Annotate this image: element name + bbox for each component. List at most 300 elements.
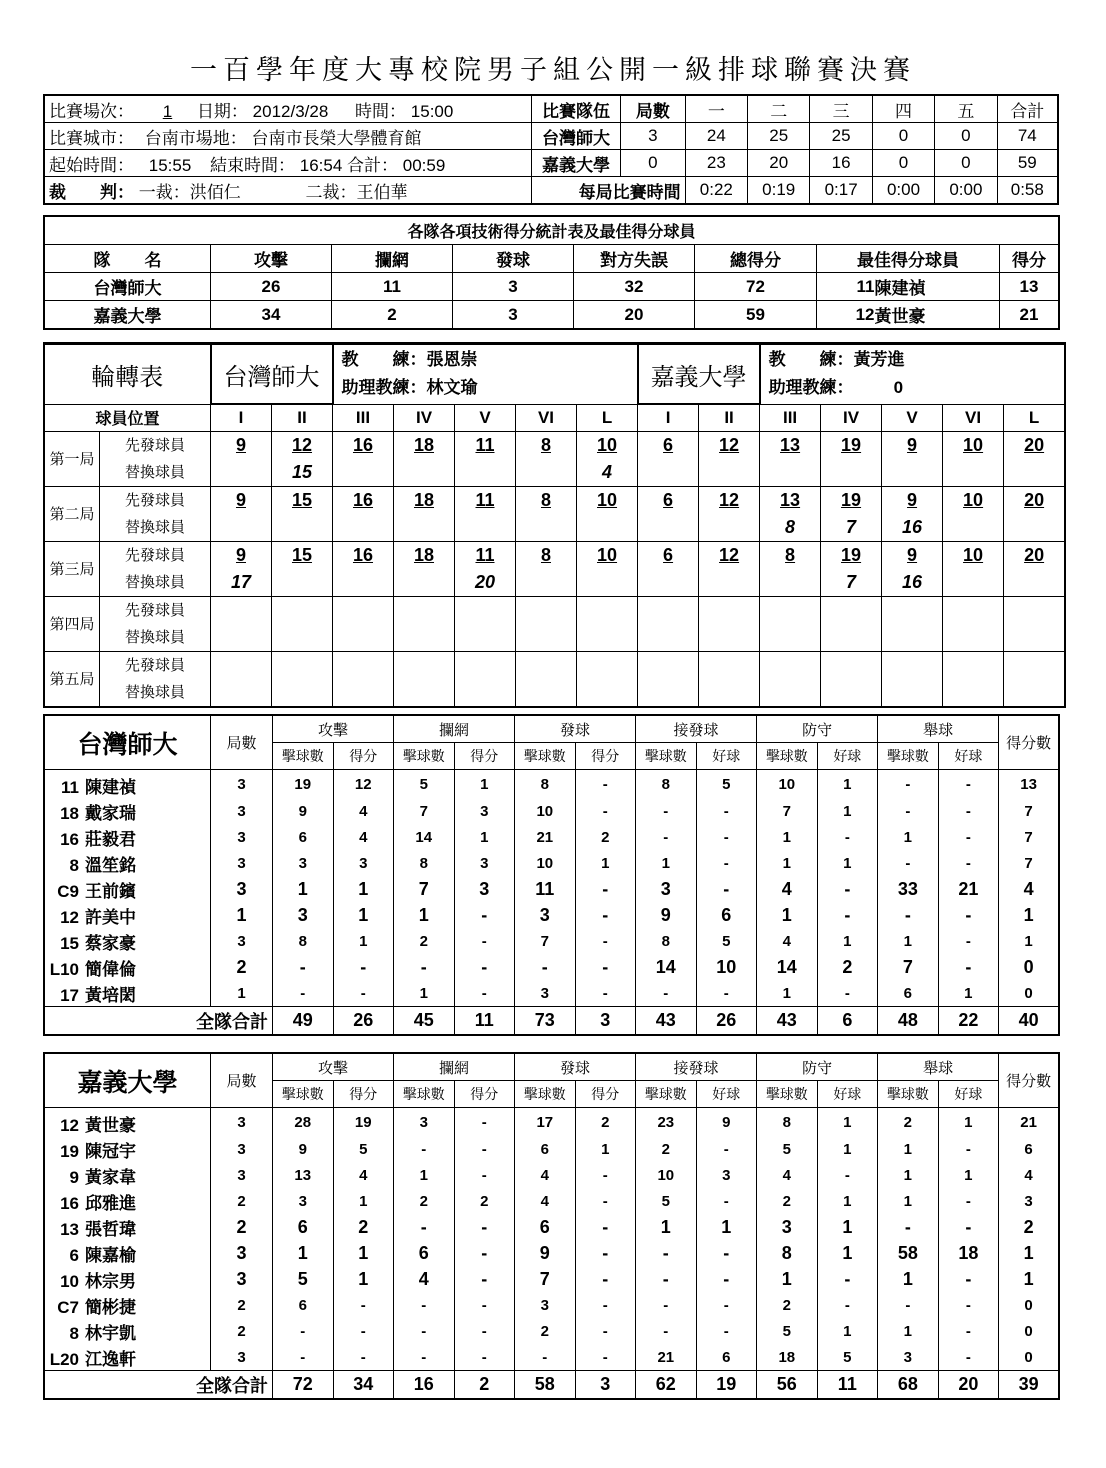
stat-subheader: 得分 — [575, 743, 636, 770]
rotation-cell — [1004, 651, 1065, 706]
substitute-number — [1004, 459, 1064, 486]
role-labels — [100, 541, 211, 596]
player-stat: 4 — [757, 876, 818, 902]
substitute-number — [638, 569, 698, 596]
player-stat: - — [333, 1344, 394, 1371]
rotation-cell — [699, 541, 760, 596]
starter-number: 19 — [841, 434, 862, 455]
rotation-cell — [638, 596, 699, 651]
player-stat: - — [817, 1162, 878, 1188]
coach-name: 張恩崇 — [426, 350, 478, 369]
player-stat: 1 — [575, 850, 636, 876]
player-stat: 8 — [757, 1108, 818, 1137]
substitute-number: 20 — [474, 571, 496, 592]
player-cell — [45, 1292, 211, 1318]
starter-number: 12 — [719, 489, 740, 510]
substitute-number — [699, 624, 759, 651]
rotation-cell — [516, 431, 577, 486]
player-stat: - — [696, 850, 757, 876]
player-sets: 3 — [211, 928, 273, 954]
rotation-team-a-name: 台灣師大 — [211, 344, 333, 404]
player-stat: 3 — [454, 876, 515, 902]
end-label: 結束時間： — [210, 155, 296, 175]
referee-label: 裁 判： — [49, 182, 134, 202]
substitute-number — [577, 569, 637, 596]
starter-number — [455, 597, 515, 624]
player-stat: 6 — [515, 1214, 576, 1240]
player-number: C9 — [57, 881, 79, 901]
substitute-label: 替換球員 — [124, 683, 185, 701]
player-cell — [45, 1214, 211, 1240]
starter-label: 先發球員 — [124, 546, 185, 564]
summary-row-team-b — [45, 301, 1059, 329]
player-name: 林宇凱 — [85, 1323, 136, 1343]
player-cell — [45, 798, 211, 824]
stat-subheader: 擊球數 — [394, 1081, 455, 1108]
points-header: 得分數 — [999, 1054, 1059, 1108]
points-header: 得分數 — [999, 716, 1059, 770]
team-total-value: 39 — [999, 1371, 1059, 1399]
summary-opp-error: 20 — [574, 301, 695, 329]
position-l: L — [1004, 404, 1065, 431]
player-stat: 21 — [515, 824, 576, 850]
player-stat: 3 — [515, 980, 576, 1007]
player-cell — [45, 824, 211, 850]
starter-number — [882, 652, 942, 679]
sets-played-header: 局數 — [211, 716, 273, 770]
player-stat: - — [575, 902, 636, 928]
player-cell — [45, 980, 211, 1007]
substitute-number — [333, 514, 393, 541]
substitute-number: 16 — [902, 571, 923, 592]
player-stat: 9 — [636, 902, 697, 928]
rotation-cell — [455, 541, 516, 596]
player-stat: 1 — [333, 1266, 394, 1292]
team-total-value: 40 — [999, 1007, 1059, 1035]
starter-number: 10 — [597, 544, 618, 565]
player-stat: - — [394, 1292, 455, 1318]
team-b-coaches — [760, 344, 1065, 404]
starter-number: 9 — [235, 434, 246, 455]
player-number: 10 — [60, 1271, 79, 1291]
starter-number: 16 — [352, 489, 374, 510]
substitute-number — [455, 514, 515, 541]
player-stat: 58 — [878, 1240, 939, 1266]
rotation-cell — [760, 541, 821, 596]
rotation-cell — [943, 486, 1004, 541]
player-stat: 1 — [757, 980, 818, 1007]
player-stat: 7 — [999, 824, 1059, 850]
player-stat: 1 — [817, 770, 878, 799]
substitute-number — [211, 679, 271, 706]
player-stat: - — [515, 954, 576, 980]
starter-number: 19 — [841, 489, 862, 510]
stat-subheader: 好球 — [938, 743, 999, 770]
player-row — [45, 1214, 1059, 1240]
rotation-cell — [638, 431, 699, 486]
rotation-cell — [943, 431, 1004, 486]
starter-label: 先發球員 — [124, 436, 185, 454]
player-stat: 14 — [636, 954, 697, 980]
referee1-value: 洪佰仁 — [189, 182, 241, 202]
starter-number: 16 — [352, 544, 374, 565]
rotation-cell — [638, 651, 699, 706]
rotation-cell — [821, 541, 882, 596]
substitute-number — [333, 679, 393, 706]
position-v: V — [455, 404, 516, 431]
starter-number — [211, 597, 271, 624]
starter-number — [1004, 652, 1064, 679]
rotation-cell — [211, 596, 272, 651]
stat-group-header: 發球 — [515, 1054, 636, 1081]
player-stat: - — [938, 1292, 999, 1318]
player-stat: 3 — [394, 1108, 455, 1137]
player-stat: 2 — [817, 954, 878, 980]
starter-number — [272, 597, 332, 624]
player-stat: 5 — [333, 1136, 394, 1162]
position-i: I — [211, 404, 272, 431]
player-sets: 3 — [211, 1344, 273, 1371]
player-stat: 21 — [636, 1344, 697, 1371]
player-stat: - — [454, 928, 515, 954]
best-player-points: 21 — [1000, 301, 1059, 329]
player-number: 6 — [69, 1245, 79, 1265]
stat-subheader: 好球 — [817, 743, 878, 770]
player-name: 蔡家豪 — [85, 933, 136, 953]
substitute-number — [638, 679, 698, 706]
player-stat: 5 — [273, 1266, 334, 1292]
player-name: 陳建禎 — [85, 777, 136, 797]
rotation-cell — [699, 431, 760, 486]
player-row — [45, 1266, 1059, 1292]
player-row — [45, 850, 1059, 876]
player-stat: 3 — [273, 850, 334, 876]
best-player-number: 11 — [817, 273, 875, 301]
starter-number — [394, 597, 454, 624]
stat-group-header: 攻擊 — [273, 1054, 394, 1081]
rotation-cell — [1004, 486, 1065, 541]
player-number: 13 — [60, 1219, 79, 1239]
player-stat: 4 — [515, 1162, 576, 1188]
player-number: 15 — [60, 933, 79, 953]
player-stat: - — [938, 1266, 999, 1292]
match-no: 1 — [162, 101, 173, 121]
player-stat: - — [575, 798, 636, 824]
substitute-number: 17 — [230, 571, 252, 592]
stat-group-header: 攻擊 — [273, 716, 394, 743]
player-stat: - — [273, 1344, 334, 1371]
rotation-cell — [516, 486, 577, 541]
player-stat: 8 — [515, 770, 576, 799]
substitute-label: 替換球員 — [124, 628, 185, 646]
summary-caption: 各隊各項技術得分統計表及最佳得分球員 — [45, 217, 1059, 245]
player-stat: - — [333, 1292, 394, 1318]
team-total-value: 26 — [333, 1007, 394, 1035]
player-stat: 3 — [999, 1188, 1059, 1214]
player-stat: - — [938, 1188, 999, 1214]
player-stat: 2 — [757, 1292, 818, 1318]
best-player-number: 12 — [817, 301, 875, 329]
substitute-number — [516, 514, 576, 541]
player-stat: 13 — [999, 770, 1059, 799]
substitute-number — [638, 514, 698, 541]
player-cell — [45, 876, 211, 902]
rotation-cell — [455, 596, 516, 651]
player-stat: - — [273, 1318, 334, 1344]
player-stat: - — [273, 954, 334, 980]
player-stat: 3 — [515, 902, 576, 928]
position-iii: III — [333, 404, 394, 431]
stat-subheader: 得分 — [575, 1081, 636, 1108]
player-stat: 4 — [333, 1162, 394, 1188]
player-stat: - — [273, 980, 334, 1007]
player-row — [45, 770, 1059, 799]
rotation-team-b-name: 嘉義大學 — [638, 344, 760, 404]
set-time-4: 0:00 — [872, 177, 934, 204]
player-stat: 1 — [333, 1240, 394, 1266]
player-stat: 1 — [757, 902, 818, 928]
substitute-number — [394, 569, 454, 596]
rotation-cell — [211, 486, 272, 541]
player-row — [45, 798, 1059, 824]
substitute-number — [821, 459, 881, 486]
player-sets: 3 — [211, 1162, 273, 1188]
referee1-label: 一裁： — [138, 182, 190, 202]
rotation-cell — [760, 651, 821, 706]
substitute-number — [1004, 679, 1064, 706]
best-player-name: 陳建禎 — [875, 273, 1000, 301]
team-a-name: 台灣師大 — [531, 123, 620, 150]
stat-group-header: 攔網 — [394, 1054, 515, 1081]
starter-number: 10 — [963, 489, 984, 510]
summary-row-team-a — [45, 273, 1059, 301]
referee-cell — [45, 177, 532, 204]
set-label: 第四局 — [45, 596, 100, 651]
player-stat: 21 — [938, 876, 999, 902]
substitute-number — [272, 514, 332, 541]
player-stat: 3 — [333, 850, 394, 876]
starter-number: 12 — [291, 434, 313, 455]
player-stat: 2 — [575, 1108, 636, 1137]
team-total-value: 72 — [273, 1371, 334, 1399]
assistant-coach-name: 林文瑜 — [426, 378, 478, 397]
starter-number: 9 — [907, 489, 918, 510]
summary-total: 72 — [695, 273, 817, 301]
player-stat: 5 — [696, 770, 757, 799]
starter-label: 先發球員 — [124, 601, 185, 619]
substitute-number — [821, 624, 881, 651]
substitute-number — [394, 624, 454, 651]
rotation-set-row — [45, 541, 1065, 596]
team-total-value: 11 — [817, 1371, 878, 1399]
starter-number: 8 — [540, 434, 551, 455]
rotation-cell — [211, 651, 272, 706]
summary-header-best-player: 最佳得分球員 — [817, 245, 1000, 273]
player-cell — [45, 1136, 211, 1162]
team-a-total: 74 — [997, 123, 1057, 150]
rotation-cell — [455, 651, 516, 706]
player-stat: - — [454, 1266, 515, 1292]
team-total-value: 20 — [938, 1371, 999, 1399]
substitute-number — [699, 514, 759, 541]
player-stat: 9 — [273, 798, 334, 824]
player-stat: 6 — [515, 1136, 576, 1162]
player-stat: 4 — [515, 1188, 576, 1214]
player-stat: 1 — [817, 1188, 878, 1214]
stat-subheader: 好球 — [938, 1081, 999, 1108]
summary-header-block: 攔網 — [332, 245, 453, 273]
substitute-label: 替換球員 — [124, 573, 185, 591]
starter-number — [516, 652, 576, 679]
starter-number: 18 — [413, 544, 435, 565]
starter-number: 11 — [475, 544, 495, 565]
rotation-cell — [699, 651, 760, 706]
substitute-label: 替換球員 — [124, 518, 185, 536]
rotation-cell — [455, 431, 516, 486]
set5-header: 五 — [935, 96, 997, 123]
role-labels — [100, 596, 211, 651]
player-name: 戴家瑞 — [85, 803, 136, 823]
player-row — [45, 1162, 1059, 1188]
team-total-value: 56 — [757, 1371, 818, 1399]
substitute-number — [699, 569, 759, 596]
technical-summary-table — [44, 216, 1059, 329]
player-stat: 10 — [757, 770, 818, 799]
substitute-number — [760, 569, 820, 596]
player-stat: 2 — [878, 1108, 939, 1137]
player-stat: 8 — [757, 1240, 818, 1266]
substitute-number — [943, 624, 1003, 651]
team-total-row — [45, 1371, 1059, 1399]
match-no-cell — [45, 96, 532, 123]
substitute-number — [760, 459, 820, 486]
team-total-value: 58 — [515, 1371, 576, 1399]
rotation-cell — [821, 431, 882, 486]
player-stat: 1 — [273, 1240, 334, 1266]
substitute-number — [1004, 569, 1064, 596]
player-row — [45, 954, 1059, 980]
player-stat: - — [878, 1214, 939, 1240]
position-i: I — [638, 404, 699, 431]
rotation-cell — [272, 431, 333, 486]
player-stat: 5 — [757, 1136, 818, 1162]
starter-number: 8 — [540, 544, 551, 565]
substitute-number — [394, 514, 454, 541]
summary-header-total: 總得分 — [695, 245, 817, 273]
player-stat: - — [333, 954, 394, 980]
player-stat: - — [938, 1344, 999, 1371]
rotation-cell — [699, 596, 760, 651]
page-title: 一百學年度大專校院男子組公開一級排球聯賽決賽 — [190, 55, 916, 86]
player-stat: - — [696, 1318, 757, 1344]
substitute-number: 7 — [846, 516, 857, 537]
starter-number — [821, 652, 881, 679]
starter-number: 16 — [352, 434, 374, 455]
player-stat: 3 — [696, 1162, 757, 1188]
player-number: 16 — [60, 1193, 79, 1213]
player-stat: 4 — [333, 824, 394, 850]
player-stat: 6 — [696, 902, 757, 928]
substitute-number — [211, 624, 271, 651]
player-stat: - — [575, 1240, 636, 1266]
team-total-value: 48 — [878, 1007, 939, 1035]
substitute-number — [394, 459, 454, 486]
summary-opp-error: 32 — [574, 273, 695, 301]
player-number: C7 — [57, 1297, 79, 1317]
team-total-value: 6 — [817, 1007, 878, 1035]
substitute-number — [577, 624, 637, 651]
substitute-number — [333, 624, 393, 651]
rotation-cell — [943, 651, 1004, 706]
team-a-coaches — [333, 344, 638, 404]
player-stat: 8 — [394, 850, 455, 876]
player-stat: - — [636, 798, 697, 824]
player-stat: 8 — [636, 928, 697, 954]
role-labels — [100, 431, 211, 486]
player-sets: 2 — [211, 1214, 273, 1240]
team-a-set3: 25 — [810, 123, 872, 150]
player-stat: 1 — [878, 928, 939, 954]
team-b-total: 59 — [997, 150, 1057, 177]
rotation-cell — [333, 486, 394, 541]
substitute-number — [516, 459, 576, 486]
team-total-value: 19 — [696, 1371, 757, 1399]
player-stat: 1 — [878, 1136, 939, 1162]
rotation-cell — [882, 651, 943, 706]
assistant-coach-name: 0 — [893, 378, 904, 397]
referee2-value: 王伯華 — [356, 182, 408, 202]
player-stat: 1 — [817, 1214, 878, 1240]
player-stat: - — [575, 1162, 636, 1188]
player-stat: 1 — [454, 770, 515, 799]
summary-header-serve: 發球 — [453, 245, 574, 273]
substitute-number — [516, 569, 576, 596]
date-value: 2012/3/28 — [252, 101, 329, 121]
player-stat: 3 — [757, 1214, 818, 1240]
player-stat: 11 — [515, 876, 576, 902]
player-stat: 1 — [575, 1136, 636, 1162]
rotation-cell — [394, 651, 455, 706]
player-stat: - — [878, 1292, 939, 1318]
player-stat: - — [575, 1214, 636, 1240]
player-stat: 33 — [878, 876, 939, 902]
player-stat: - — [636, 1266, 697, 1292]
rotation-set-row — [45, 651, 1065, 706]
substitute-number — [394, 679, 454, 706]
player-stat: 0 — [999, 980, 1059, 1007]
role-labels — [100, 651, 211, 706]
player-stat: - — [454, 1318, 515, 1344]
substitute-number — [638, 459, 698, 486]
substitute-number — [638, 624, 698, 651]
player-stat: 10 — [696, 954, 757, 980]
player-stat: - — [333, 1318, 394, 1344]
player-sets: 3 — [211, 770, 273, 799]
stat-subheader: 好球 — [696, 743, 757, 770]
starter-number: 6 — [663, 544, 674, 565]
player-number: 12 — [60, 1115, 79, 1135]
player-name: 黃世豪 — [85, 1115, 136, 1135]
player-cell — [45, 954, 211, 980]
stat-subheader: 好球 — [817, 1081, 878, 1108]
rotation-cell — [272, 596, 333, 651]
player-name: 黃培閎 — [85, 985, 136, 1005]
position-vi: VI — [516, 404, 577, 431]
player-stat: 1 — [999, 1240, 1059, 1266]
player-stat: 1 — [454, 824, 515, 850]
player-stat: - — [696, 1292, 757, 1318]
player-stat: 21 — [999, 1108, 1059, 1137]
